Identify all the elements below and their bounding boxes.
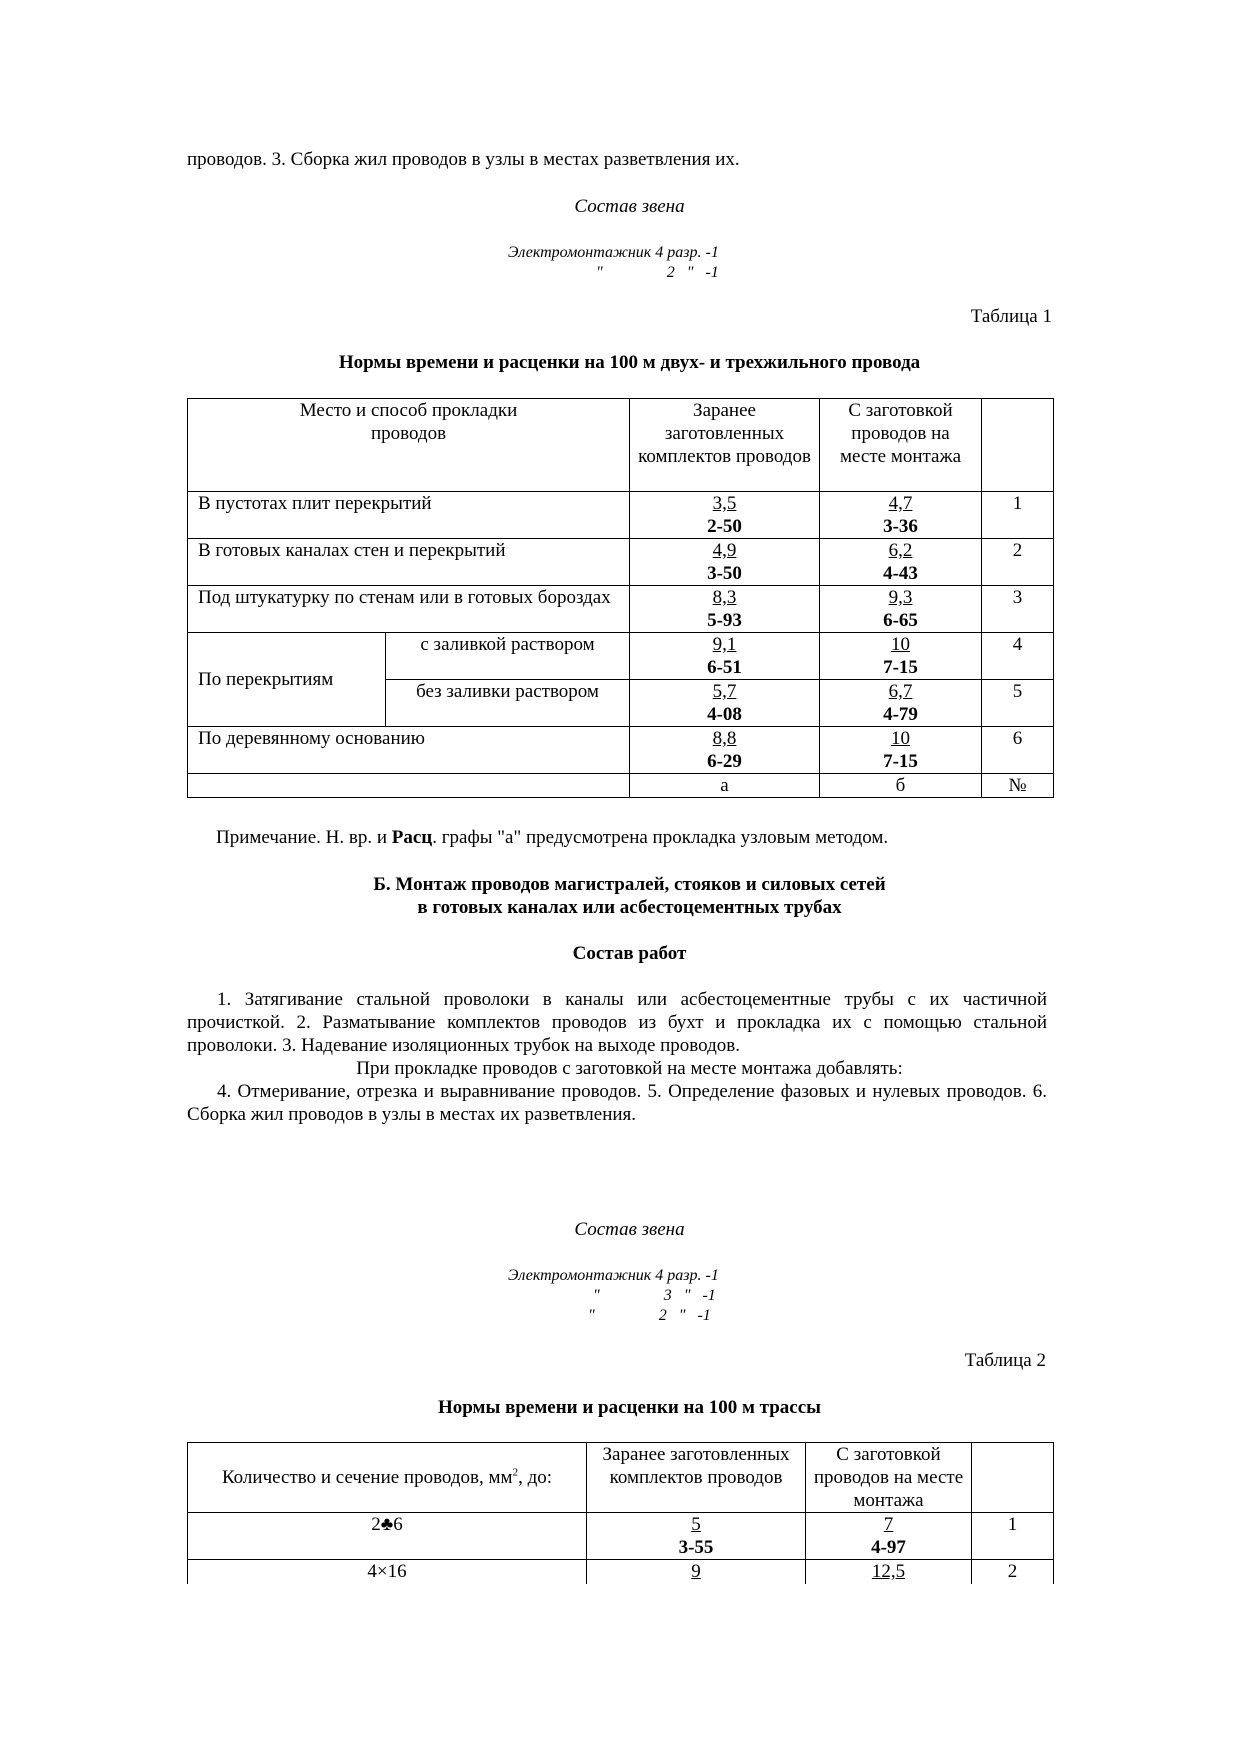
crew-line: " 3 " -1	[593, 1287, 716, 1304]
cell-b	[820, 586, 982, 633]
cell-a	[630, 586, 820, 633]
row-number: 5	[982, 680, 1054, 727]
crew-line: Электромонтажник 4 разр. -1	[508, 1267, 719, 1284]
price-value: 3-55	[678, 1537, 714, 1558]
cell-a	[630, 727, 820, 774]
norm-value: 6,7	[888, 681, 913, 702]
row-label: с заливкой раствором	[386, 633, 630, 680]
cell-b	[806, 1560, 972, 1584]
table-note	[216, 827, 888, 849]
column-letter-a: а	[630, 774, 820, 798]
table-title: Нормы времени и расценки на 100 м двух- и трехжильного провода	[338, 352, 921, 373]
price-value: 4-08	[707, 704, 742, 725]
norm-value: 4,7	[888, 493, 913, 514]
cell-a	[630, 680, 820, 727]
cell-a	[630, 539, 820, 586]
norm-value: 10	[891, 728, 911, 749]
header-qty	[188, 1443, 587, 1513]
cell-a	[630, 492, 820, 539]
note-text: Примечание. Н. вр. и	[216, 827, 392, 848]
crew-line: " 2 " -1	[596, 264, 719, 281]
table-row	[188, 492, 1054, 539]
section-title: Б. Монтаж проводов магистралей, стояков и силовых сетей	[373, 874, 886, 895]
row-number: 1	[972, 1513, 1054, 1560]
table-row	[188, 1560, 1054, 1584]
table-row	[188, 586, 1054, 633]
norm-value: 5	[691, 1514, 701, 1535]
row-label: без заливки раствором	[386, 680, 630, 727]
price-value: 7-15	[883, 751, 918, 772]
table-row	[188, 727, 1054, 774]
row-label: В готовых каналах стен и перекрытий	[188, 539, 630, 586]
price-value: 4-79	[883, 704, 918, 725]
row-number: 6	[982, 727, 1054, 774]
cell-b	[820, 539, 982, 586]
works-paragraph: При прокладке проводов с заготовкой на месте монтажа добавлять:	[356, 1058, 903, 1079]
works-paragraph: 1. Затягивание стальной проволоки в каналы или асбестоцементные трубы с их частичной прочисткой. 2. Разматывание комплектов проводов из бухт и прокладка их с помощью стальной проволоки. 3. Надевание изоляционных трубок на выходе проводов.	[187, 989, 1047, 1056]
cell-a	[587, 1513, 806, 1560]
row-label: Под штукатурку по стенам или в готовых бороздах	[188, 586, 630, 633]
header-text: Количество и сечение проводов, мм	[221, 1467, 513, 1488]
cell-b	[820, 633, 982, 680]
price-value: 4-43	[883, 563, 918, 584]
cell-b	[820, 727, 982, 774]
table-label: Таблица 2	[964, 1350, 1046, 1371]
header-place: Место и способ прокладки проводов	[188, 399, 630, 492]
norm-value: 3,5	[712, 493, 737, 514]
price-value: 5-93	[707, 610, 742, 631]
table-row	[188, 539, 1054, 586]
crew-title: Состав звена	[574, 196, 685, 217]
crew-line: Электромонтажник 4 разр. -1	[508, 244, 719, 261]
crew-line: " 2 " -1	[588, 1307, 711, 1324]
row-label: 2♣6	[188, 1513, 587, 1560]
row-number: 3	[982, 586, 1054, 633]
table-label: Таблица 1	[970, 306, 1052, 327]
price-value: 6-65	[883, 610, 918, 631]
norm-value: 8,3	[712, 587, 737, 608]
price-value: 2-50	[707, 516, 742, 537]
works-paragraph: 4. Отмеривание, отрезка и выравнивание проводов. 5. Определение фазовых и нулевых проводов. 6. Сборка жил проводов в узлы в местах их разветвления.	[187, 1081, 1047, 1125]
price-value: 7-15	[883, 657, 918, 678]
row-number: 2	[982, 539, 1054, 586]
table-footer-row	[188, 774, 1054, 798]
cell-b	[806, 1513, 972, 1560]
norms-table-2	[187, 1442, 1054, 1584]
header-onsite: С заготовкой проводов на месте монтажа	[820, 399, 982, 492]
footer-empty	[188, 774, 630, 798]
row-number: 1	[982, 492, 1054, 539]
norm-value: 10	[891, 634, 911, 655]
row-number: 2	[972, 1560, 1054, 1584]
price-value: 3-50	[707, 563, 742, 584]
column-letter-b: б	[820, 774, 982, 798]
note-bold: Расц	[391, 827, 433, 848]
table-title: Нормы времени и расценки на 100 м трассы	[437, 1397, 821, 1418]
norm-value: 7	[883, 1514, 894, 1535]
note-text: . графы "а" предусмотрена прокладка узловым методом.	[432, 827, 889, 848]
norm-value: 9,1	[712, 634, 737, 655]
price-value: 6-29	[707, 751, 742, 772]
table-row	[188, 633, 1054, 680]
norm-value: 8,8	[712, 728, 737, 749]
crew-title: Состав звена	[574, 1219, 685, 1240]
norm-value: 9,3	[888, 587, 913, 608]
header-onsite: С заготовкой проводов на месте монтажа	[806, 1443, 972, 1513]
header-superscript: 2	[512, 1466, 519, 1479]
cell-a	[630, 633, 820, 680]
section-title: в готовых каналах или асбестоцементных трубах	[417, 897, 842, 918]
row-label: В пустотах плит перекрытий	[188, 492, 630, 539]
cell-a	[587, 1560, 806, 1584]
cell-b	[820, 492, 982, 539]
row-label: По деревянному основанию	[188, 727, 630, 774]
price-value: 4-97	[871, 1537, 906, 1558]
table-row	[188, 1513, 1054, 1560]
row-label: 4×16	[188, 1560, 587, 1584]
norm-value: 12,5	[871, 1561, 906, 1582]
column-number-sign: №	[982, 774, 1054, 798]
header-num	[972, 1443, 1054, 1513]
row-number: 4	[982, 633, 1054, 680]
cell-b	[820, 680, 982, 727]
price-value: 3-36	[883, 516, 918, 537]
norms-table-1	[187, 398, 1054, 798]
header-num	[982, 399, 1054, 492]
intro-line: проводов. 3. Сборка жил проводов в узлы в местах разветвления их.	[187, 149, 740, 170]
header-text: , до:	[518, 1467, 553, 1488]
norm-value: 4,9	[712, 540, 737, 561]
norm-value: 6,2	[888, 540, 913, 561]
works-title: Состав работ	[572, 943, 687, 964]
price-value: 6-51	[707, 657, 742, 678]
row-group-label: По перекрытиям	[188, 633, 386, 727]
norm-value: 9	[691, 1561, 701, 1582]
norm-value: 5,7	[712, 681, 737, 702]
header-prepared: Заранее заготовленных комплектов проводов	[587, 1443, 806, 1513]
header-prepared: Заранее заготовленных комплектов проводов	[630, 399, 820, 492]
